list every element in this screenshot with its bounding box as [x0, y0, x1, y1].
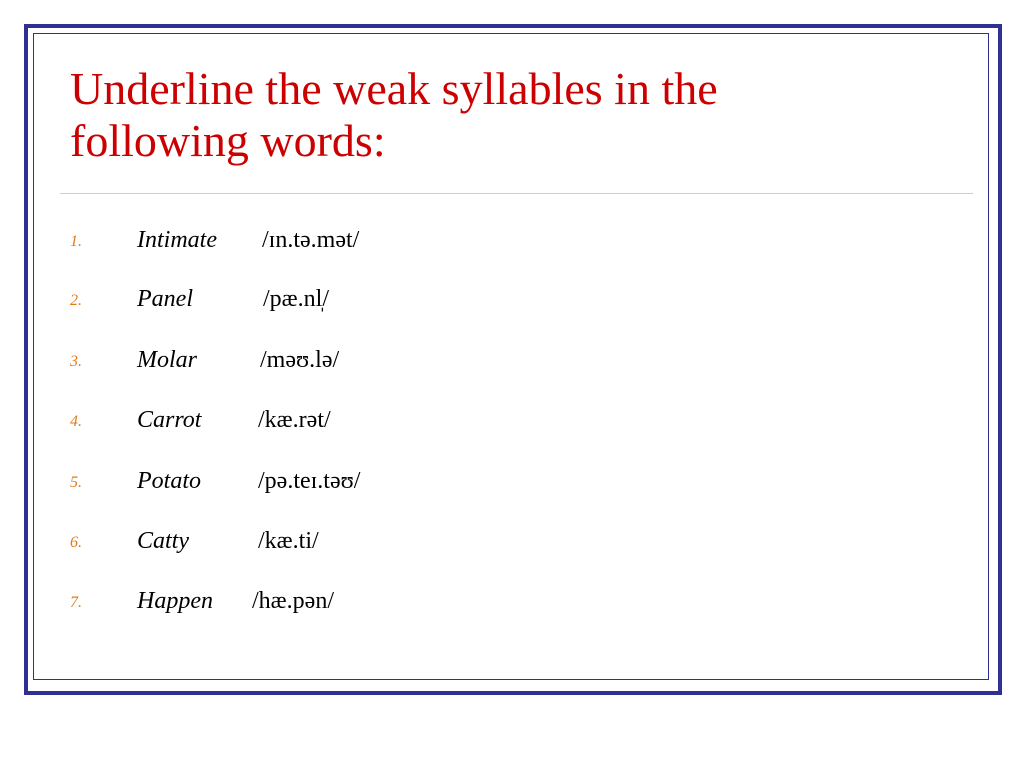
- item-transcription: /hæ.pən/: [252, 588, 334, 614]
- item-number: 3.: [70, 353, 82, 370]
- item-number: 6.: [70, 534, 82, 551]
- item-word: Carrot: [137, 407, 202, 433]
- item-number: 7.: [70, 594, 82, 611]
- item-transcription: /pæ.nl̩/: [263, 286, 330, 312]
- list-item: [0, 526, 900, 566]
- list-item: [0, 284, 900, 324]
- item-number: 1.: [70, 233, 82, 250]
- item-transcription: /məʊ.lə/: [260, 347, 340, 373]
- item-transcription: /ɪn.tə.mət/: [262, 227, 360, 253]
- item-transcription: /kæ.rət/: [258, 407, 331, 433]
- list-item: [0, 345, 900, 385]
- list-item: [0, 225, 900, 265]
- item-number: 2.: [70, 292, 82, 309]
- item-word: Molar: [137, 347, 197, 373]
- list-item: [0, 405, 900, 445]
- list-item: [0, 586, 900, 626]
- item-word: Potato: [137, 468, 201, 494]
- slide-title: [70, 63, 970, 167]
- item-word: Happen: [137, 588, 213, 614]
- item-number: 4.: [70, 413, 82, 430]
- item-word: Intimate: [137, 227, 217, 253]
- title-divider: [60, 193, 973, 194]
- item-transcription: /kæ.ti/: [258, 528, 319, 554]
- item-transcription: /pə.teɪ.təʊ/: [258, 468, 361, 494]
- item-word: Catty: [137, 528, 189, 554]
- slide-title-line-2: following words:: [70, 115, 386, 166]
- list-item: [0, 466, 900, 506]
- slide-title-line-1: Underline the weak syllables in the: [70, 63, 718, 114]
- item-word: Panel: [137, 286, 193, 312]
- item-number: 5.: [70, 474, 82, 491]
